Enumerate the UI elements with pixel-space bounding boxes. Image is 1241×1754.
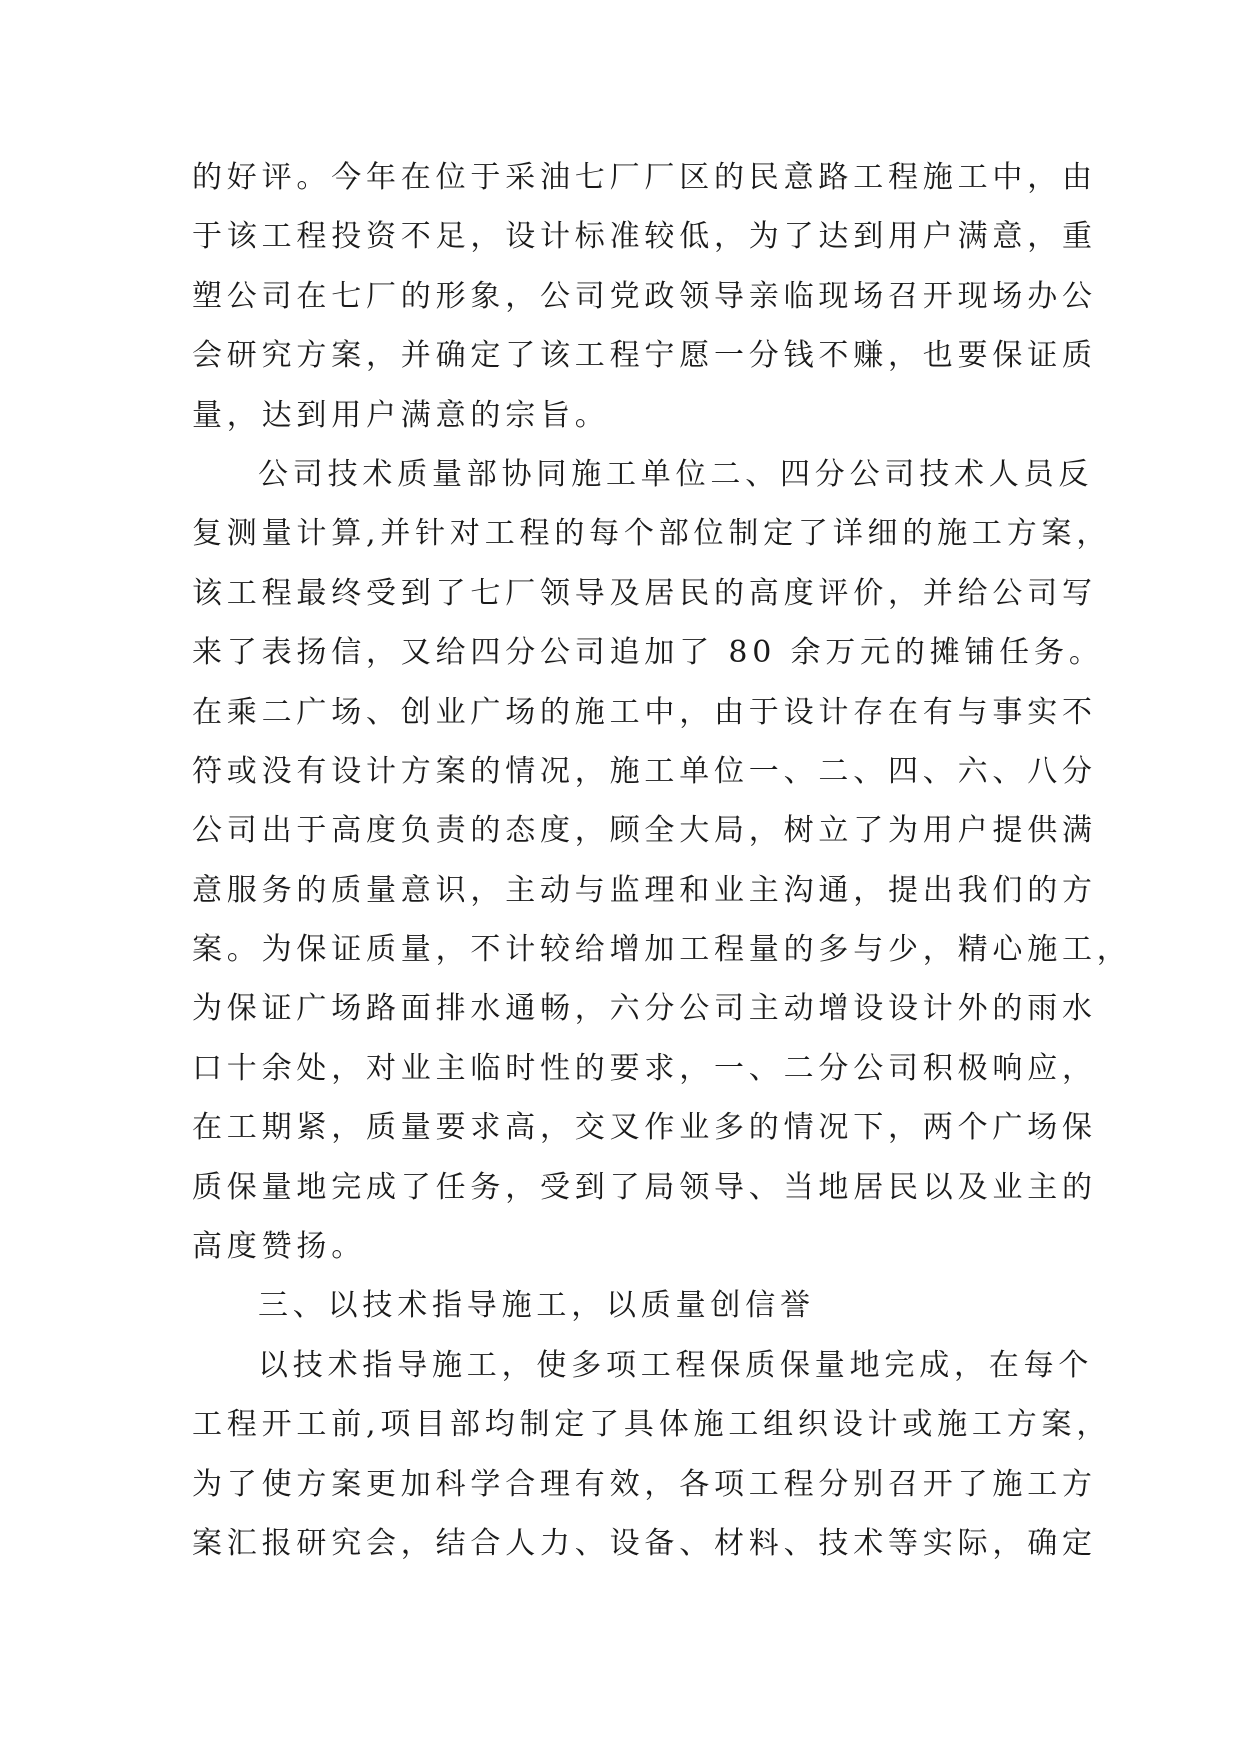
text-line: 案汇报研究会，结合人力、设备、材料、技术等实际，确定: [192, 1525, 1097, 1561]
paragraph-first-line: 公司技术质量部协同施工单位二、四分公司技术人员反: [258, 456, 1094, 492]
text-line: 口十余处，对业主临时性的要求，一、二分公司积极响应，: [192, 1050, 1097, 1086]
text-line: 的好评。今年在位于采油七厂厂区的民意路工程施工中，由: [192, 160, 1097, 195]
text-line: 会研究方案，并确定了该工程宁愿一分钱不赚，也要保证质: [192, 338, 1097, 374]
text-line: 工程开工前,项目部均制定了具体施工组织设计或施工方案，: [192, 1407, 1112, 1443]
text-line: 符或没有设计方案的情况，施工单位一、二、四、六、八分: [192, 753, 1097, 789]
text-line: 意服务的质量意识，主动与监理和业主沟通，提出我们的方: [192, 872, 1097, 908]
text-line: 为保证广场路面排水通畅，六分公司主动增设设计外的雨水: [192, 991, 1097, 1027]
paragraph-first-line: 以技术指导施工，使多项工程保质保量地完成，在每个: [258, 1347, 1094, 1383]
section-heading: 三、以技术指导施工，以质量创信誉: [258, 1288, 815, 1324]
text-line: 在工期紧，质量要求高，交叉作业多的情况下，两个广场保: [192, 1110, 1097, 1146]
text-line: 量，达到用户满意的宗旨。: [192, 397, 610, 433]
text-line: 质保量地完成了任务，受到了局领导、当地居民以及业主的: [192, 1169, 1097, 1205]
text-line: 于该工程投资不足，设计标准较低，为了达到用户满意，重: [192, 219, 1097, 255]
text-line: 高度赞扬。: [192, 1229, 366, 1265]
text-line: 为了使方案更加科学合理有效，各项工程分别召开了施工方: [192, 1466, 1097, 1502]
text-line: 来了表扬信，又给四分公司追加了 80 余万元的摊铺任务。: [192, 635, 1104, 671]
document-body: [192, 148, 1132, 1573]
text-line: 复测量计算,并针对工程的每个部位制定了详细的施工方案，: [192, 516, 1112, 552]
text-line: 该工程最终受到了七厂领导及居民的高度评价，并给公司写: [192, 575, 1097, 611]
text-line: 公司出于高度负责的态度，顾全大局，树立了为用户提供满: [192, 813, 1097, 849]
text-line: 在乘二广场、创业广场的施工中，由于设计存在有与事实不: [192, 694, 1097, 730]
text-line: 塑公司在七厂的形象，公司党政领导亲临现场召开现场办公: [192, 278, 1097, 314]
text-line: 案。为保证质量，不计较给增加工程量的多与少，精心施工，: [192, 932, 1132, 968]
